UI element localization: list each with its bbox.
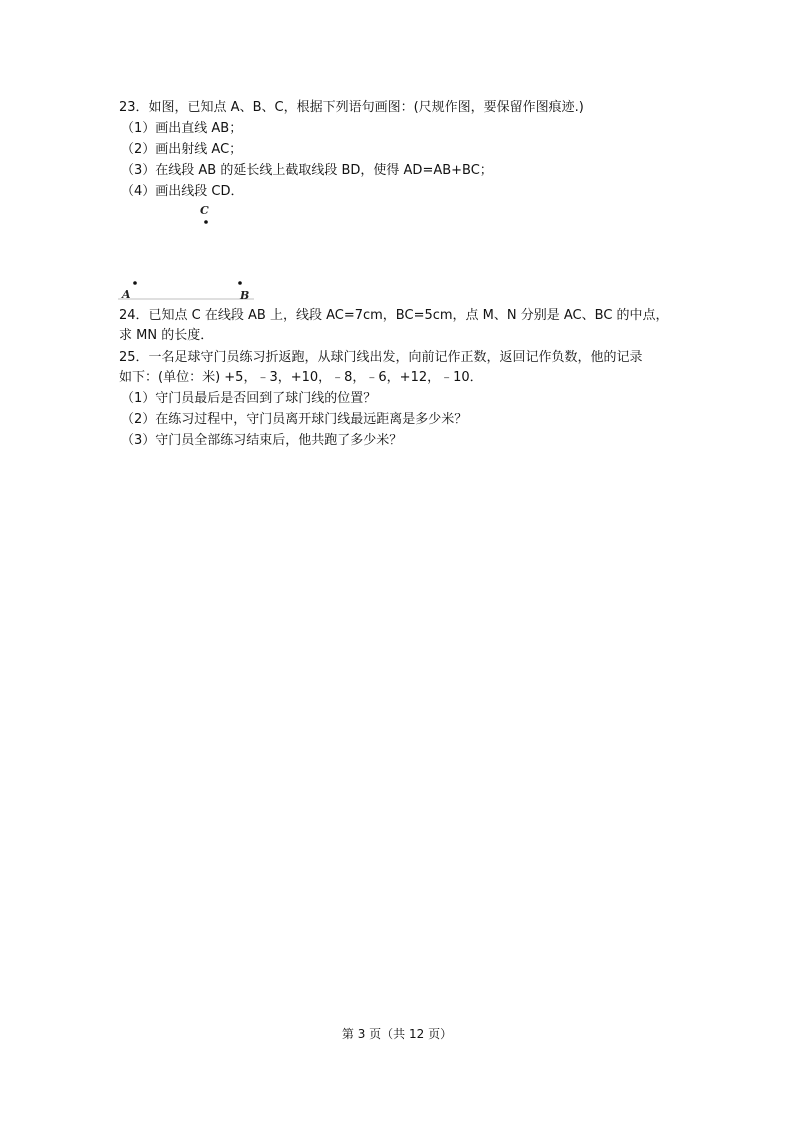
q24-line-1: 24．已知点 C 在线段 AB 上，线段 AC=7cm，BC=5cm，点 M、N 分别是 AC、BC 的中点，: [119, 308, 669, 323]
page-number: 第 3 页（共 12 页）: [341, 1027, 453, 1041]
q23-item-1: （1）画出直线 AB；: [121, 121, 243, 136]
label-a: A: [122, 288, 131, 301]
q25-item-1: （1）守门员最后是否回到了球门线的位置？: [121, 391, 377, 406]
q24-line-2: 求 MN 的长度．: [119, 328, 214, 343]
q23-item-3: （3）在线段 AB 的延长线上截取线段 BD，使得 AD=AB+BC；: [121, 163, 493, 178]
label-b: B: [240, 289, 250, 302]
point-c: [204, 220, 208, 224]
q25-line-2: 如下：(单位：米) +5，﹣3，+10，﹣8，﹣6，+12，﹣10．: [119, 370, 483, 385]
label-c: C: [200, 204, 209, 217]
point-a: [133, 281, 137, 285]
q25-line-1: 25．一名足球守门员练习折返跑，从球门线出发，向前记作正数，返回记作负数，他的记录: [119, 350, 643, 365]
q23-stem: 23．如图，已知点 A、B、C，根据下列语句画图：(尺规作图，要保留作图痕迹.): [119, 100, 584, 115]
point-b: [238, 281, 242, 285]
q25-item-3: （3）守门员全部练习结束后，他共跑了多少米？: [121, 433, 403, 448]
q25-item-2: （2）在练习过程中，守门员离开球门线最远距离是多少米？: [121, 412, 468, 427]
points-figure: [116, 200, 266, 304]
q23-item-2: （2）画出射线 AC；: [121, 142, 243, 157]
q23-item-4: （4）画出线段 CD．: [121, 184, 244, 199]
